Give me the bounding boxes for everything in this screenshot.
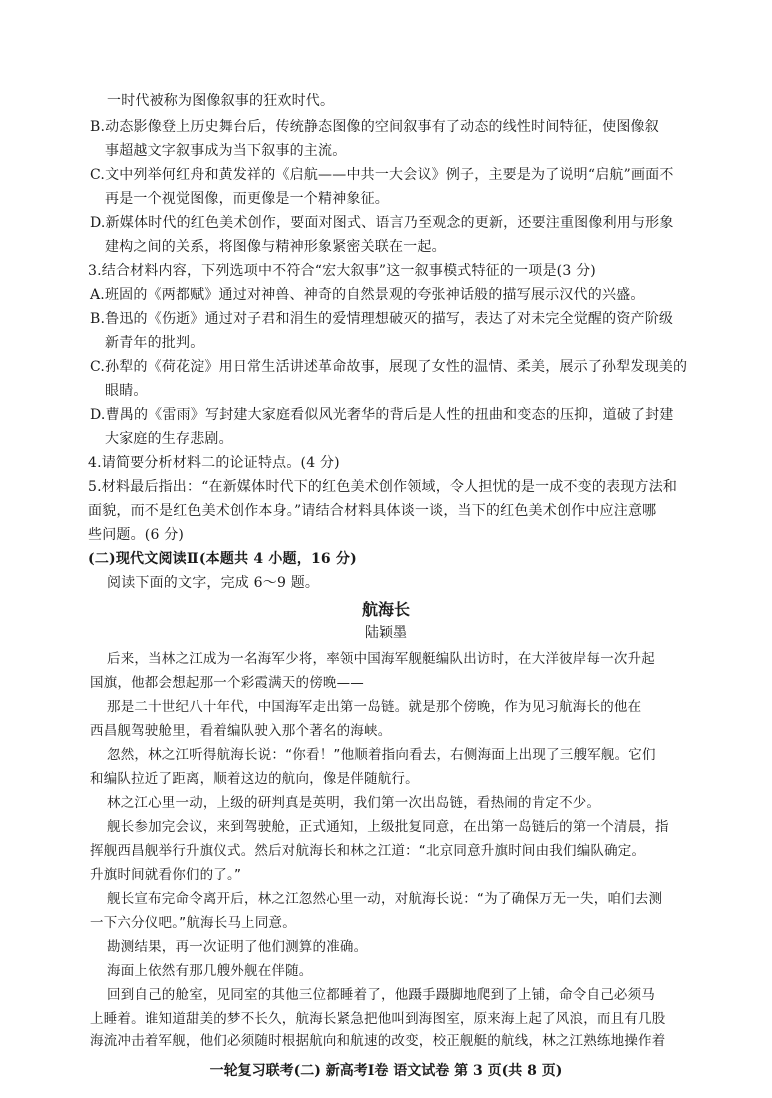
story-line: 和编队拉近了距离，顺着这边的航向，像是伴随航行。 xyxy=(90,771,419,787)
story-line: 林之江心里一动，上级的研判真是英明，我们第一次出岛链，看热闹的肯定不少。 xyxy=(107,795,601,811)
story-line: 忽然，林之江听得航海长说：“你看！”他顺着指向看去，右侧海面上出现了三艘军舰。它们 xyxy=(107,747,656,763)
q2-option-d: D.新媒体时代的红色美术创作，要面对图式、语言乃至观念的更新，还要注重图像利用与形象 xyxy=(90,215,674,231)
q2-option-d-cont: 建构之间的关系，将图像与精神形象紧密关联在一起。 xyxy=(105,239,446,255)
story-line: 舰长宣布完命令离开后，林之江忽然心里一动，对航海长说：“为了确保万无一失，咱们去测 xyxy=(107,891,663,907)
q3-option-c: C.孙犁的《荷花淀》用日常生活讲述革命故事，展现了女性的温情、柔美，展示了孙犁发现美的 xyxy=(90,359,688,375)
q2-option-b: B.动态影像登上历史舞台后，传统静态图像的空间叙事有了动态的线性时间特征，使图像叙 xyxy=(90,119,659,135)
q3-option-d-cont: 大家庭的生存悲剧。 xyxy=(105,431,233,447)
q3-option-c-cont: 眼睛。 xyxy=(105,383,148,399)
story-line: 回到自己的舱室，见同室的其他三位都睡着了，他蹑手蹑脚地爬到了上铺，命令自己必须马 xyxy=(107,987,655,1003)
q5-stem: 5.材料最后指出：“在新媒体时代下的红色美术创作领域，令人担忧的是一成不变的表现方法和 xyxy=(88,479,678,495)
q2-option-a-tail: 一时代被称为图像叙事的狂欢时代。 xyxy=(107,93,335,109)
story-line: 勘测结果，再一次证明了他们测算的准确。 xyxy=(107,939,368,955)
q3-option-a: A.班固的《两都赋》通过对神兽、神奇的自然景观的夸张神话般的描写展示汉代的兴盛。 xyxy=(90,287,645,303)
story-line: 西昌舰驾驶舱里，看着编队驶入那个著名的海峡。 xyxy=(90,723,392,739)
q5-stem-cont-2: 些问题。(6 分) xyxy=(88,527,185,543)
q5-stem-cont-1: 面貌，而不是红色美术创作本身。”请结合材料具体谈一谈，当下的红色美术创作中应注意哪 xyxy=(88,503,657,519)
q3-option-b: B.鲁迅的《伤逝》通过对子君和涓生的爱情理想破灭的描写，表达了对未完全觉醒的资产阶级 xyxy=(90,311,674,327)
story-line: 国旗，他都会想起那一个彩霞满天的傍晚—— xyxy=(90,675,364,691)
instruction: 阅读下面的文字，完成 6～9 题。 xyxy=(107,575,320,591)
q4-stem: 4.请简要分析材料二的论证特点。(4 分) xyxy=(88,455,340,471)
q3-option-b-cont: 新青年的批判。 xyxy=(105,335,205,351)
story-line: 上睡着。谁知道甜美的梦不长久，航海长紧急把他叫到海图室，原来海上起了风浪，而且有几股 xyxy=(90,1011,666,1027)
story-line: 一下六分仪吧。”航海长马上同意。 xyxy=(90,915,296,931)
story-author: 陆颖墨 xyxy=(365,625,407,641)
q2-option-c-cont: 再是一个视觉图像，而更像是一个精神象征。 xyxy=(105,191,389,207)
story-line: 舰长参加完会议，来到驾驶舱，正式通知，上级批复同意，在出第一岛链后的第一个清晨，指 xyxy=(107,819,669,835)
story-line: 挥舰西昌舰举行升旗仪式。然后对航海长和林之江道：“北京同意升旗时间由我们编队确定。 xyxy=(90,843,646,859)
page-footer: 一轮复习联考(二) 新高考Ⅰ卷 语文试卷 第 3 页(共 8 页) xyxy=(209,1063,563,1079)
story-line: 后来，当林之江成为一名海军少将，率领中国海军舰艇编队出访时，在大洋彼岸每一次升起 xyxy=(107,651,655,667)
q3-stem: 3.结合材料内容，下列选项中不符合“宏大叙事”这一叙事模式特征的一项是(3 分) xyxy=(88,263,596,279)
section-heading: (二)现代文阅读Ⅱ(本题共 4 小题，16 分) xyxy=(88,551,357,567)
story-line: 升旗时间就看你们的了。” xyxy=(90,867,242,883)
q2-option-c: C.文中列举何红舟和黄发祥的《启航——中共一大会议》例子，主要是为了说明“启航”画面不 xyxy=(90,167,674,183)
story-line: 海面上依然有那几艘外舰在伴随。 xyxy=(107,963,313,979)
story-line: 海流冲击着军舰，他们必须随时根据航向和航速的改变，校正舰艇的航线，林之江熟练地操作着 xyxy=(90,1033,666,1049)
q3-option-d: D.曹禺的《雷雨》写封建大家庭看似风光奢华的背后是人性的扭曲和变态的压抑，道破了封建 xyxy=(90,407,674,423)
story-line: 那是二十世纪八十年代，中国海军走出第一岛链。就是那个傍晚，作为见习航海长的他在 xyxy=(107,699,642,715)
story-title: 航海长 xyxy=(361,600,410,619)
q2-option-b-cont: 事超越文字叙事成为当下叙事的主流。 xyxy=(105,143,347,159)
